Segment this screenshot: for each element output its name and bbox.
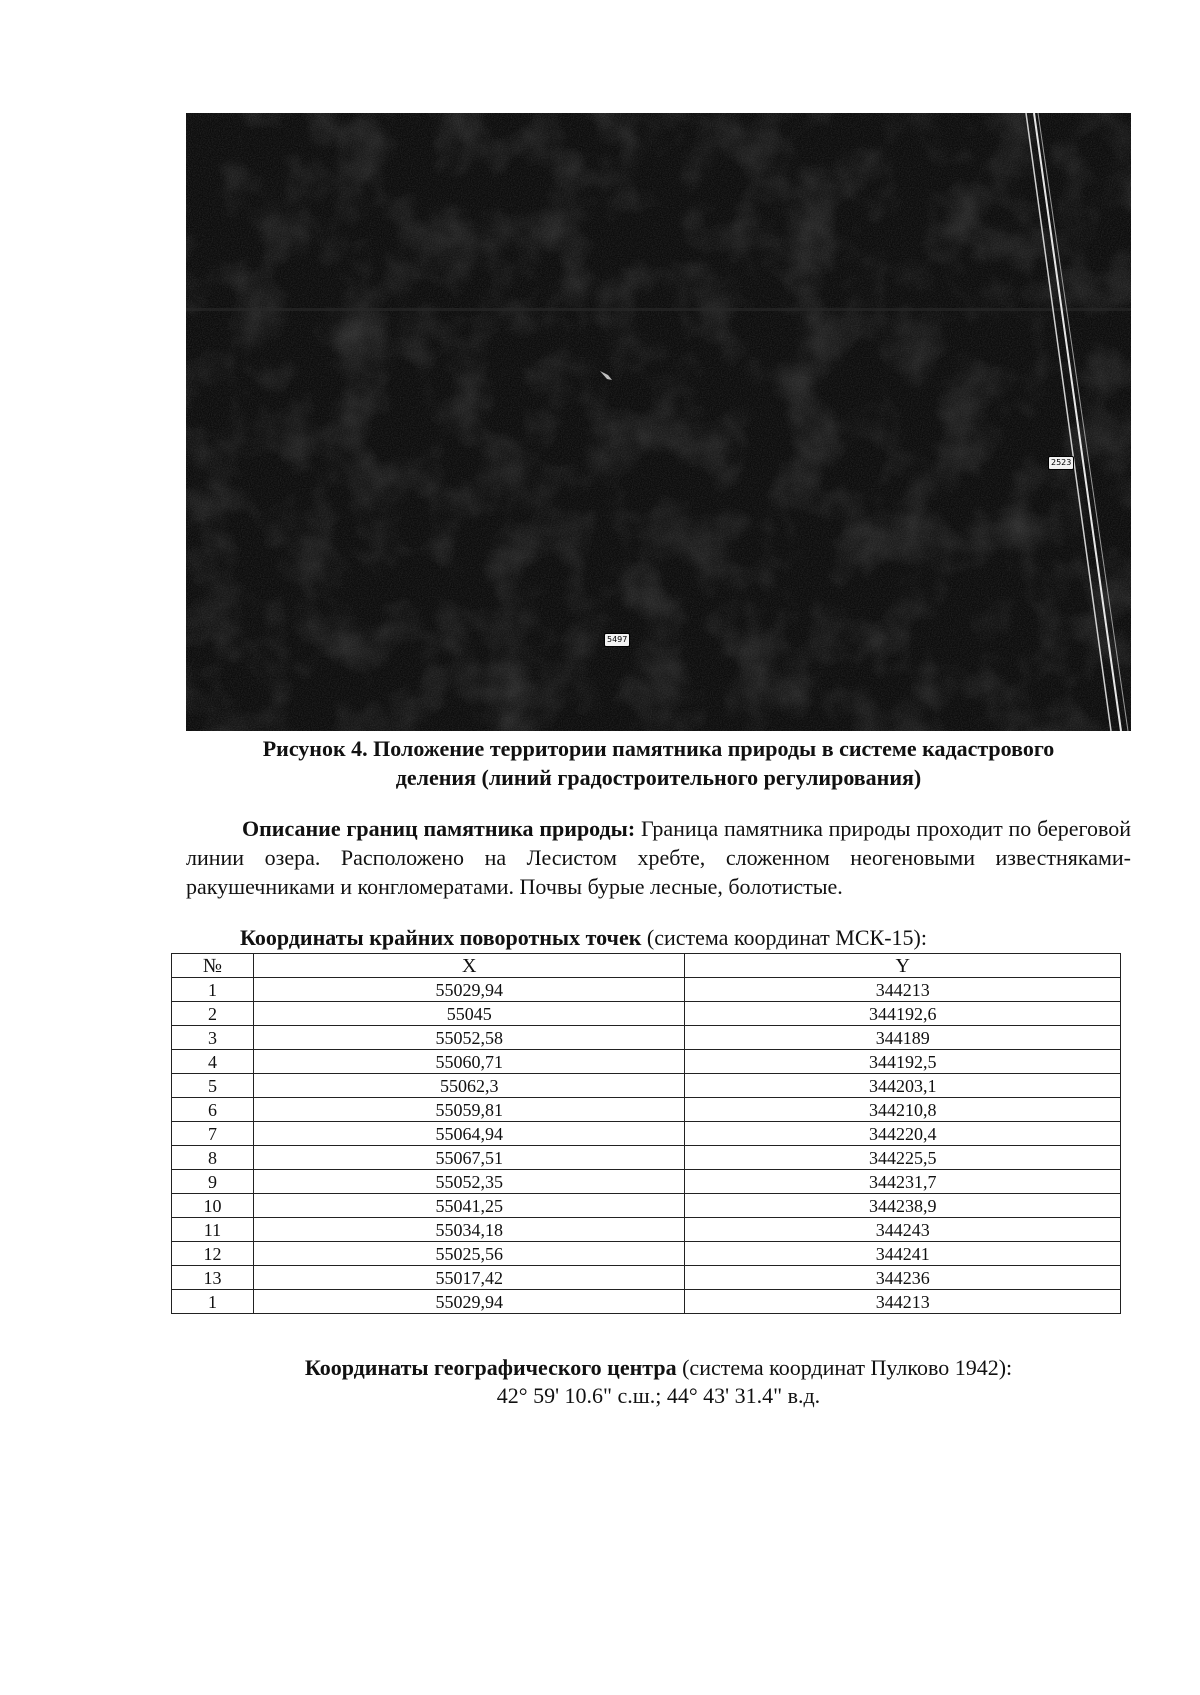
table-row (172, 1098, 1121, 1122)
boundary-description (186, 814, 1131, 901)
cell-y: 344241 (685, 1242, 1121, 1266)
table-row (172, 1002, 1121, 1026)
table-row (172, 1194, 1121, 1218)
cell-x: 55025,56 (253, 1242, 685, 1266)
cell-y: 344231,7 (685, 1170, 1121, 1194)
turning-points-heading-label: Координаты крайних поворотных точек (240, 925, 642, 950)
cell-number: 1 (172, 1290, 254, 1314)
cell-number: 2 (172, 1002, 254, 1026)
geographic-center-value: 42° 59' 10.6" с.ш.; 44° 43' 31.4" в.д. (496, 1383, 821, 1408)
map-graphics (186, 113, 1131, 731)
boundary-description-text: Граница памятника природы проходит по береговой линии озера. Расположено на Лесистом хребте, сложенном неогеновыми известняками-ракушечниками и конгломератами. Почвы бурые лесные, болотистые. (186, 816, 1131, 899)
cell-number: 10 (172, 1194, 254, 1218)
cell-number: 1 (172, 978, 254, 1002)
cell-x: 55067,51 (253, 1146, 685, 1170)
table-row (172, 1050, 1121, 1074)
cell-y: 344225,5 (685, 1146, 1121, 1170)
cell-number: 5 (172, 1074, 254, 1098)
geographic-center-heading (186, 1354, 1131, 1382)
cell-y: 344213 (685, 1290, 1121, 1314)
cell-x: 55060,71 (253, 1050, 685, 1074)
cell-number: 9 (172, 1170, 254, 1194)
table-row (172, 1290, 1121, 1314)
table-row (172, 1074, 1121, 1098)
cell-x: 55029,94 (253, 978, 685, 1002)
cell-x: 55052,35 (253, 1170, 685, 1194)
cell-x: 55045 (253, 1002, 685, 1026)
cell-x: 55064,94 (253, 1122, 685, 1146)
geographic-center (186, 1354, 1131, 1410)
column-header-number: № (172, 954, 254, 978)
table-row (172, 978, 1121, 1002)
geographic-center-label: Координаты географического центра (304, 1355, 677, 1380)
cell-y: 344236 (685, 1266, 1121, 1290)
geographic-center-system: (система координат Пулково 1942): (676, 1355, 1013, 1380)
cell-x: 55059,81 (253, 1098, 685, 1122)
cell-y: 344213 (685, 978, 1121, 1002)
table-row (172, 1170, 1121, 1194)
cell-number: 8 (172, 1146, 254, 1170)
cell-y: 344220,4 (685, 1122, 1121, 1146)
cell-number: 7 (172, 1122, 254, 1146)
table-row (172, 1026, 1121, 1050)
column-header-y: Y (685, 954, 1121, 978)
cell-x: 55017,42 (253, 1266, 685, 1290)
table-row (172, 1122, 1121, 1146)
table-row (172, 1242, 1121, 1266)
cell-number: 11 (172, 1218, 254, 1242)
cell-x: 55062,3 (253, 1074, 685, 1098)
cell-y: 344238,9 (685, 1194, 1121, 1218)
cell-number: 6 (172, 1098, 254, 1122)
parcel-label-2523: 2523 (1048, 456, 1074, 470)
table-row (172, 1146, 1121, 1170)
cadastral-satellite-map (186, 113, 1131, 731)
cell-y: 344243 (685, 1218, 1121, 1242)
cell-y: 344203,1 (685, 1074, 1121, 1098)
turning-points-heading-system: (система координат МСК-15): (641, 925, 927, 950)
cell-x: 55034,18 (253, 1218, 685, 1242)
cell-number: 12 (172, 1242, 254, 1266)
table-row (172, 1218, 1121, 1242)
cell-y: 344189 (685, 1026, 1121, 1050)
figure-caption-line2: деления (линий градостроительного регулирования) (395, 765, 922, 790)
turning-points-heading (240, 925, 1130, 951)
boundary-description-label: Описание границ памятника природы: (242, 816, 636, 841)
parcel-label-5497: 5497 (604, 633, 630, 647)
cell-x: 55029,94 (253, 1290, 685, 1314)
cell-y: 344192,5 (685, 1050, 1121, 1074)
cell-x: 55052,58 (253, 1026, 685, 1050)
cell-y: 344210,8 (685, 1098, 1121, 1122)
cell-number: 4 (172, 1050, 254, 1074)
table-header-row (172, 954, 1121, 978)
cell-x: 55041,25 (253, 1194, 685, 1218)
cell-number: 3 (172, 1026, 254, 1050)
table-row (172, 1266, 1121, 1290)
figure-caption-line1: Рисунок 4. Положение территории памятника природы в системе кадастрового (262, 736, 1055, 761)
cell-number: 13 (172, 1266, 254, 1290)
cell-y: 344192,6 (685, 1002, 1121, 1026)
figure-caption (186, 734, 1131, 792)
turning-points-table (171, 953, 1121, 1314)
column-header-x: X (253, 954, 685, 978)
